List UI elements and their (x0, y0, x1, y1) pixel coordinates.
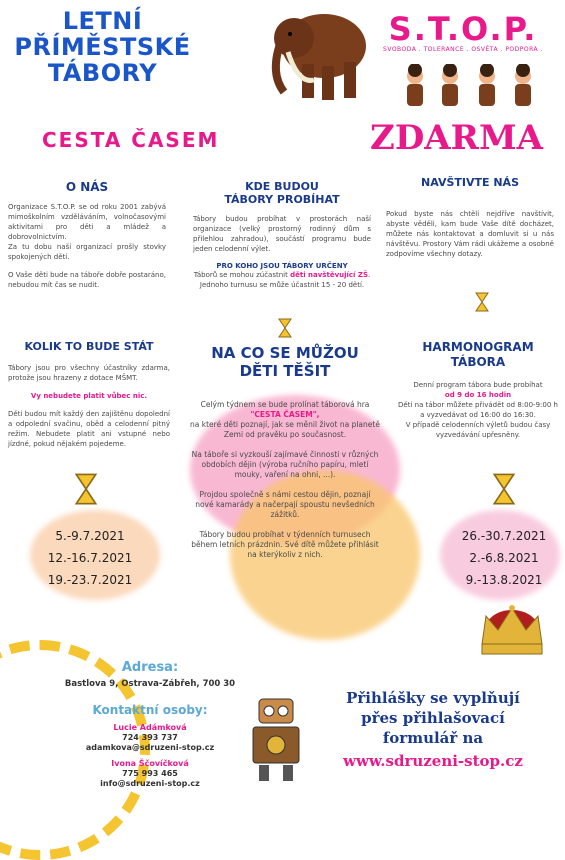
free-label: ZDARMA (370, 118, 543, 158)
address-block (20, 660, 280, 689)
cost-highlight: Vy nebudete platit vůbec nic. (30, 392, 148, 400)
where-text: Tábory budou probíhat v prostorách naší organizace (velký prostorný rodinný dům s přilehlou zahradou), součástí programu bude jeden celodenní výlet. (193, 215, 371, 253)
activities-heading: NA CO SE MŮŽOU DĚTI TĚŠIT (211, 344, 359, 380)
schedule-heading: HARMONOGRAM TÁBORA (422, 340, 534, 369)
date-range: 2.-6.8.2021 (469, 551, 539, 565)
contacts-block (60, 703, 240, 789)
cost-heading: KOLIK TO BUDE STÁT (24, 340, 154, 353)
about-text-3: O Vaše děti bude na táboře dobře postaráno, nebudou mít čas se nudit. (8, 271, 166, 289)
visit-section (386, 176, 554, 259)
logo-tagline: SVOBODA . TOLERANCE . OSVĚTA . PODPORA . (383, 46, 543, 53)
address-label: Adresa: (121, 660, 179, 675)
dates-right (444, 525, 564, 591)
where-section (193, 180, 371, 290)
where-heading: KDE BUDOU TÁBORY PROBÍHAT (224, 180, 340, 206)
about-text-2: Za tu dobu naší organizací prošly stovky spokojených dětí. (8, 243, 166, 261)
hourglass-icon (73, 468, 99, 510)
address-text: Bastlova 9, Ostrava-Zábřeh, 700 30 (64, 679, 236, 689)
date-range: 26.-30.7.2021 (461, 529, 547, 543)
contact-phone[interactable]: 775 993 465 (122, 769, 178, 778)
robot-icon (245, 695, 307, 785)
activities-section (190, 344, 380, 560)
activities-text-3: Projdou společně s námi cestou dějin, poznají nové kamarády a načerpají spoustu nevšedních zážitků. (195, 490, 375, 519)
date-range: 12.-16.7.2021 (47, 551, 133, 565)
contact-email[interactable]: adamkova@sdruzeni-stop.cz (85, 743, 215, 752)
contact-phone[interactable]: 724 393 737 (122, 733, 178, 742)
for-whom-heading: PRO KOHO JSOU TÁBORY URČENY (216, 262, 348, 270)
visit-heading: NAVŠTIVTE NÁS (420, 176, 519, 189)
schedule-section (398, 340, 558, 440)
for-whom-text: Táborů se mohou zúčastnit děti navštěvující ZŠ. Jednoho turnusu se může účastnit 15 - 20 dětí. (193, 271, 371, 289)
cost-section (8, 340, 170, 449)
hourglass-icon (474, 292, 490, 312)
contact-person (60, 723, 240, 753)
mammoth-icon (262, 4, 377, 114)
website-link[interactable]: www.sdruzeni-stop.cz (343, 752, 523, 770)
date-range: 19.-23.7.2021 (47, 573, 133, 587)
poster-title: LETNÍ PŘÍMĚSTSKÉ TÁBORY (14, 7, 191, 87)
contact-email[interactable]: info@sdruzeni-stop.cz (100, 779, 200, 788)
contact-name: Ivona Ščovíčková (111, 759, 189, 768)
date-range: 5.-9.7.2021 (55, 529, 125, 543)
cost-text-2: Děti budou mít každý den zajištěnu dopolední a odpolední svačinu, oběd a celodenní pitný režim. Nebudete platit ani vstupné nebo jízdné, pokud nějakém pojedeme. (8, 410, 170, 448)
logo-wordmark: S.T.O.P. (388, 10, 538, 48)
activities-text-2: Na táboře si vyzkouší zajímavé činnosti v různých obdobích dějin (výroba ručního papíru, mletí mouky, vaření na ohni, ...). (191, 450, 379, 479)
cavemen-illustration (395, 64, 545, 114)
about-text-1: Organizace S.T.O.P. se od roku 2001 zabývá mimoškolním vzděláváním, volnočasovými aktivitami pro děti a mládež a dobrovolnictvím. (8, 203, 166, 241)
visit-text: Pokud byste nás chtěli nejdříve navštívit, abyste věděli, kam bude Vaše dítě docházet, můžete nás kontaktovat a domluvit si u nás návštěvu. Prostory Vám rádi ukážeme a osobně zodpovíme všechny dotazy. (386, 210, 554, 258)
stop-logo (378, 10, 548, 53)
signup-block: Přihlášky se vyplňují přes přihlašovací formulář na www.sdruzeni-stop.cz (308, 688, 558, 772)
schedule-text: Denní program tábora bude probíhat od 9 do 16 hodin Děti na tábor můžete přivádět od 8:00-9:00 h a vyzvedávat od 16:00 do 16:30. V případě celodenních výletů budou časy vyzvedávání upřesněny. (398, 381, 558, 439)
about-section (8, 180, 166, 290)
camp-subtitle: CESTA ČASEM (42, 128, 220, 152)
dates-left (30, 525, 150, 591)
date-range: 9.-13.8.2021 (465, 573, 543, 587)
hourglass-icon (277, 318, 293, 338)
cost-text-1: Tábory jsou pro všechny účastníky zdarma, protože jsou hrazeny z dotace MŠMT. (8, 364, 170, 382)
hourglass-icon (491, 468, 517, 510)
crown-icon (476, 598, 548, 662)
activities-text-1: Celým týdnem se bude prolínat táborová hra "CESTA ČASEM", na které děti poznají, jak se měnil život na planetě Zemi od pravěku po současnost. (190, 400, 380, 439)
about-heading: O NÁS (65, 180, 109, 194)
contact-name: Lucie Adámková (113, 723, 187, 732)
activities-text-4: Tábory budou probíhat v týdenních turnusech během letních prázdnin. Své dítě můžete přihlásit na kterýkoliv z nich. (191, 530, 379, 559)
contact-person (60, 759, 240, 789)
contacts-label: Kontaktní osoby: (92, 703, 208, 717)
